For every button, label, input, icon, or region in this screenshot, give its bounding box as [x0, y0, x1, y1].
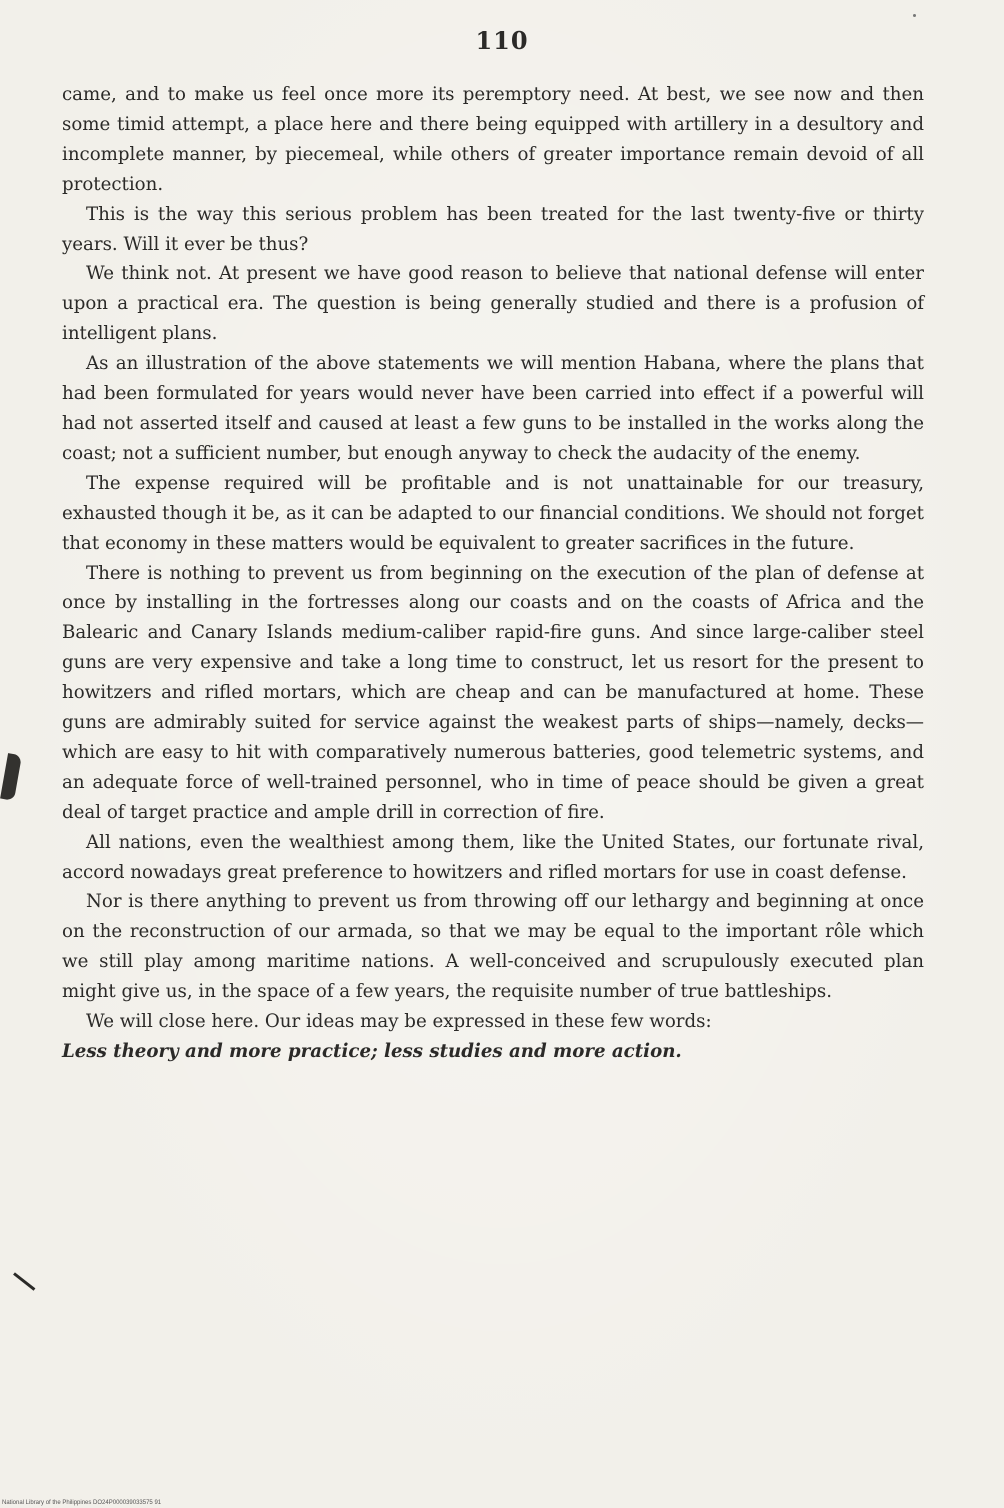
- closing-motto: Less theory and more practice; less studies and more action.: [62, 1041, 682, 1062]
- paragraph-1: came, and to make us feel once more its peremptory need. At best, we see now and then some timid attempt, a place here and there being equipped with artillery in a desultory and incomplete manner, by piecemeal, while others of greater importance remain devoid of all protection.: [62, 84, 924, 195]
- body-text: [62, 80, 924, 1067]
- paragraph-2: This is the way this serious problem has been treated for the last twenty-five or thirty years. Will it ever be thus?: [62, 203, 924, 255]
- paragraph-5: The expense required will be profitable and is not unattainable for our treasury, exhausted though it be, as it can be adapted to our financial conditions. We should not forget that economy in these matters would be equivalent to greater sacrifices in the future.: [62, 472, 924, 554]
- paragraph-7: All nations, even the wealthiest among them, like the United States, our fortunate rival, accord nowadays great preference to howitzers and rifled mortars for use in coast defense.: [62, 831, 924, 883]
- page-number: 110: [475, 26, 529, 55]
- paragraph-9: We will close here. Our ideas may be expressed in these few words:: [86, 1011, 712, 1033]
- paragraph-8: Nor is there anything to prevent us from throwing off our lethargy and beginning at once on the reconstruction of our armada, so that we may be equal to the important rôle which we still play among maritime nations. A well-conceived and scrupulously executed plan might give us, in the space of a few years, the requisite number of true battleships.: [62, 891, 924, 1003]
- footer-credit: National Library of the Philippines DO24P000039033575 91: [2, 1500, 162, 1506]
- pencil-check-mark: [13, 1272, 35, 1290]
- binding-edge-mark: [0, 753, 22, 801]
- paragraph-6: There is nothing to prevent us from beginning on the execution of the plan of defense at once by installing in the fortresses along our coasts and on the coasts of Africa and the Balearic and Canary Islands medium-caliber rapid-fire guns. And since large-caliber steel guns are very expensive and take a long time to construct, let us resort for the present to howitzers and rifled mortars, which are cheap and can be manufactured at home. These guns are admirably suited for service against the weakest parts of ships—namely, decks—which are easy to hit with comparatively numerous batteries, good telemetric systems, and an adequate force of well-trained personnel, who in time of peace should be given a great deal of target practice and ample drill in correction of fire.: [62, 562, 924, 823]
- paragraph-3: We think not. At present we have good reason to believe that national defense will enter upon a practical era. The question is being generally studied and there is a profusion of intelligent plans.: [62, 263, 924, 345]
- paragraph-4: As an illustration of the above statements we will mention Habana, where the plans that had been formulated for years would never have been carried into effect if a powerful will had not asserted itself and caused at least a few guns to be installed in the works along the coast; not a sufficient number, but enough anyway to check the audacity of the enemy.: [62, 353, 924, 464]
- paper-speck: [913, 14, 916, 17]
